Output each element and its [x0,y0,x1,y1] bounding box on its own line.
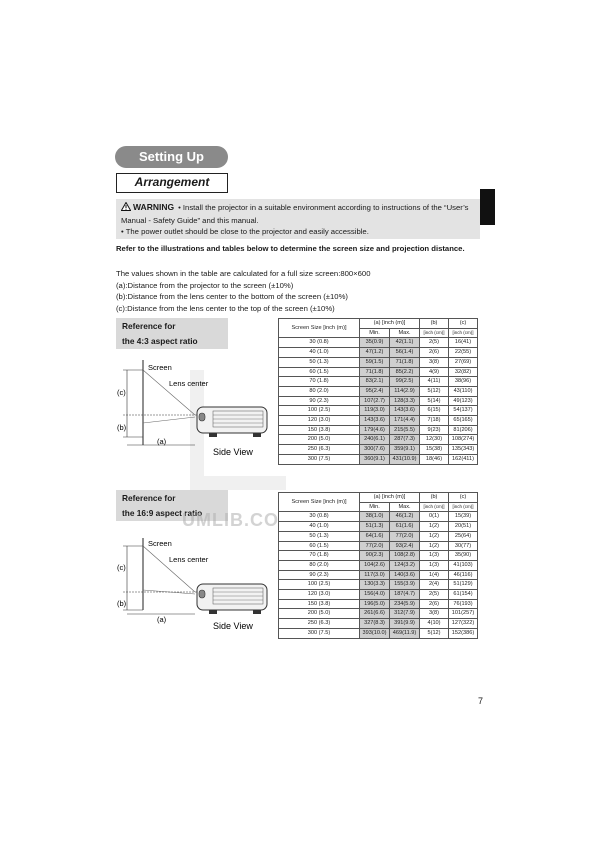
cell-b: 1(2) [420,531,449,541]
cell-screen-size: 200 (5.0) [279,435,360,445]
header-c: (c) [449,319,478,329]
cell-a-min: 393(10.0) [360,628,390,638]
cell-a-min: 156(4.0) [360,590,390,600]
table-row [279,628,478,638]
cell-a-max: 71(1.8) [390,357,420,367]
cell-b: 18(46) [420,454,449,464]
cell-screen-size: 120 (3.0) [279,590,360,600]
side-view-label: Side View [213,447,253,457]
cell-b: 2(6) [420,599,449,609]
cell-screen-size: 30 (0.8) [279,512,360,522]
table-row [279,454,478,464]
table-row [279,416,478,426]
cell-c: 15(39) [449,512,478,522]
watermark-text: UMLIB.CO [182,510,279,530]
cell-b: 4(9) [420,367,449,377]
header-b: (b) [420,493,449,503]
distance-table-16-9 [278,492,478,639]
side-view-diagram-4-3 [113,355,275,465]
table-row [279,425,478,435]
side-view-label: Side View [213,621,253,631]
cell-c: 35(90) [449,551,478,561]
cell-b: 4(11) [420,377,449,387]
screen-label: Screen [148,539,172,548]
cell-b: 1(4) [420,570,449,580]
cell-a-min: 179(4.6) [360,425,390,435]
cell-c: 32(82) [449,367,478,377]
cell-a-min: 104(2.6) [360,560,390,570]
cell-b: 1(2) [420,522,449,532]
cell-a-min: 95(2.4) [360,386,390,396]
cell-c: 30(77) [449,541,478,551]
cell-a-max: 42(1.1) [390,338,420,348]
cell-a-min: 51(1.3) [360,522,390,532]
label-a: (a) [157,437,167,446]
cell-b: 0(1) [420,512,449,522]
cell-screen-size: 300 (7.5) [279,454,360,464]
table-row [279,386,478,396]
table-row [279,551,478,561]
table-row [279,435,478,445]
cell-screen-size: 100 (2.5) [279,580,360,590]
cell-b: 9(23) [420,425,449,435]
cell-c: 127(322) [449,619,478,629]
warning-text [121,202,477,238]
lens-center-label: Lens center [169,379,209,388]
cell-a-min: 240(6.1) [360,435,390,445]
cell-a-max: 431(10.9) [390,454,420,464]
table-row [279,357,478,367]
cell-a-min: 35(0.9) [360,338,390,348]
cell-a-min: 360(9.1) [360,454,390,464]
cell-a-max: 93(2.4) [390,541,420,551]
cell-a-max: 215(5.5) [390,425,420,435]
cell-a-min: 64(1.6) [360,531,390,541]
cell-a-max: 469(11.9) [390,628,420,638]
header-c-unit: [inch (cm)] [449,328,478,338]
table-row [279,619,478,629]
cell-a-min: 47(1.2) [360,348,390,358]
cell-a-max: 234(5.9) [390,599,420,609]
table-row [279,396,478,406]
header-screen-size: Screen Size [inch (m)] [279,319,360,338]
cell-a-min: 143(3.6) [360,416,390,426]
cell-screen-size: 40 (1.0) [279,348,360,358]
cell-a-max: 312(7.9) [390,609,420,619]
cell-a-max: 171(4.4) [390,416,420,426]
cell-a-min: 83(2.1) [360,377,390,387]
cell-a-max: 77(2.0) [390,531,420,541]
table-row [279,348,478,358]
cell-a-max: 359(9.1) [390,445,420,455]
cell-screen-size: 250 (6.3) [279,445,360,455]
cell-c: 20(51) [449,522,478,532]
table-row [279,377,478,387]
cell-c: 46(116) [449,570,478,580]
cell-c: 38(96) [449,377,478,387]
table-row [279,367,478,377]
cell-b: 1(3) [420,560,449,570]
cell-a-min: 71(1.8) [360,367,390,377]
cell-b: 2(6) [420,348,449,358]
table-row [279,560,478,570]
header-c: (c) [449,493,478,503]
table-row [279,609,478,619]
cell-c: 25(64) [449,531,478,541]
reference-line-2: the 16:9 aspect ratio [122,508,203,518]
header-max: Max. [390,328,420,338]
cell-screen-size: 60 (1.5) [279,367,360,377]
page-number: 7 [478,696,484,706]
cell-c: 27(69) [449,357,478,367]
warning-line-2: • The power outlet should be close to the projector and easily accessible. [121,227,369,236]
section-title: Setting Up [115,146,228,168]
subsection-title: Arrangement [116,173,228,193]
label-b: (b) [117,599,127,608]
cell-a-min: 107(2.7) [360,396,390,406]
cell-b: 5(14) [420,396,449,406]
table-row [279,580,478,590]
header-a: (a) [inch (m)] [360,319,420,329]
cell-c: 162(411) [449,454,478,464]
cell-screen-size: 90 (2.3) [279,396,360,406]
distance-table-4-3 [278,318,478,465]
header-min: Min. [360,328,390,338]
lens-center-label: Lens center [169,555,209,564]
cell-a-max: 114(2.9) [390,386,420,396]
label-b: (b) [117,423,127,432]
cell-a-min: 196(5.0) [360,599,390,609]
cell-a-max: 124(3.2) [390,560,420,570]
cell-b: 2(5) [420,590,449,600]
cell-a-min: 59(1.5) [360,357,390,367]
warning-label: WARNING [133,202,175,212]
side-view-diagram-16-9 [113,530,275,638]
cell-b: 3(8) [420,609,449,619]
label-a: (a) [157,615,167,624]
table-row [279,512,478,522]
reference-line-1: Reference for [122,321,176,331]
cell-screen-size: 70 (1.8) [279,551,360,561]
cell-a-max: 99(2.5) [390,377,420,387]
cell-b: 4(10) [420,619,449,629]
header-min: Min. [360,502,390,512]
cell-screen-size: 80 (2.0) [279,386,360,396]
cell-a-max: 108(2.8) [390,551,420,561]
cell-a-min: 327(8.3) [360,619,390,629]
cell-screen-size: 50 (1.3) [279,357,360,367]
label-c: (c) [117,563,126,572]
table-row [279,445,478,455]
projector-illustration [197,584,267,614]
cell-c: 54(137) [449,406,478,416]
table-row [279,590,478,600]
cell-a-max: 140(3.6) [390,570,420,580]
cell-a-max: 155(3.9) [390,580,420,590]
cell-c: 101(257) [449,609,478,619]
cell-b: 7(18) [420,416,449,426]
cell-a-max: 61(1.6) [390,522,420,532]
warning-triangle-icon [121,202,131,215]
cell-c: 51(129) [449,580,478,590]
cell-c: 135(343) [449,445,478,455]
cell-screen-size: 80 (2.0) [279,560,360,570]
cell-screen-size: 60 (1.5) [279,541,360,551]
table-row [279,599,478,609]
cell-screen-size: 40 (1.0) [279,522,360,532]
header-c-unit: [inch (cm)] [449,502,478,512]
header-a: (a) [inch (m)] [360,493,420,503]
cell-a-max: 85(2.2) [390,367,420,377]
cell-a-min: 130(3.3) [360,580,390,590]
cell-b: 1(2) [420,541,449,551]
intro-bold: Refer to the illustrations and tables below to determine the screen size and projection distance. [116,244,465,253]
cell-screen-size: 50 (1.3) [279,531,360,541]
header-b-unit: [inch (cm)] [420,502,449,512]
header-screen-size: Screen Size [inch (m)] [279,493,360,512]
label-c: (c) [117,388,126,397]
cell-c: 108(274) [449,435,478,445]
cell-a-max: 287(7.3) [390,435,420,445]
cell-a-max: 56(1.4) [390,348,420,358]
cell-c: 61(154) [449,590,478,600]
chapter-tab [480,189,495,225]
table-row [279,406,478,416]
cell-screen-size: 300 (7.5) [279,628,360,638]
cell-c: 81(206) [449,425,478,435]
cell-screen-size: 120 (3.0) [279,416,360,426]
reference-label-4-3 [122,319,198,349]
header-b: (b) [420,319,449,329]
table-row [279,570,478,580]
screen-label: Screen [148,363,172,372]
cell-b: 1(3) [420,551,449,561]
cell-b: 15(38) [420,445,449,455]
cell-c: 152(386) [449,628,478,638]
reference-line-1: Reference for [122,493,176,503]
table-row [279,531,478,541]
cell-c: 43(110) [449,386,478,396]
cell-a-min: 38(1.0) [360,512,390,522]
cell-b: 6(15) [420,406,449,416]
cell-a-max: 187(4.7) [390,590,420,600]
cell-a-max: 143(3.6) [390,406,420,416]
cell-c: 41(103) [449,560,478,570]
header-b-unit: [inch (cm)] [420,328,449,338]
cell-screen-size: 100 (2.5) [279,406,360,416]
cell-screen-size: 150 (3.8) [279,599,360,609]
cell-screen-size: 250 (6.3) [279,619,360,629]
cell-a-max: 128(3.3) [390,396,420,406]
intro-line-2: (a):Distance from the projector to the screen (±10%) [116,280,294,290]
intro-line-3: (b):Distance from the lens center to the bottom of the screen (±10%) [116,292,348,301]
cell-a-min: 119(3.0) [360,406,390,416]
table-row [279,541,478,551]
cell-a-min: 117(3.0) [360,570,390,580]
cell-screen-size: 200 (5.0) [279,609,360,619]
cell-screen-size: 30 (0.8) [279,338,360,348]
cell-b: 5(12) [420,386,449,396]
cell-c: 16(41) [449,338,478,348]
cell-b: 3(8) [420,357,449,367]
intro-notes [116,268,480,314]
cell-b: 12(30) [420,435,449,445]
intro-line-1: The values shown in the table are calculated for a full size screen:800×600 [116,269,371,278]
cell-a-min: 77(2.0) [360,541,390,551]
cell-c: 65(165) [449,416,478,426]
projector-illustration [197,407,267,437]
cell-b: 5(12) [420,628,449,638]
cell-a-min: 261(6.6) [360,609,390,619]
warning-line-1: • Install the projector in a suitable environment according to instructions of the “User’s Manual - Safety Guide” and this manual. [121,203,469,225]
cell-a-min: 90(2.3) [360,551,390,561]
table-row [279,522,478,532]
cell-a-max: 46(1.2) [390,512,420,522]
cell-b: 2(4) [420,580,449,590]
cell-screen-size: 70 (1.8) [279,377,360,387]
cell-a-min: 300(7.6) [360,445,390,455]
reference-line-2: the 4:3 aspect ratio [122,336,198,346]
cell-c: 22(55) [449,348,478,358]
header-max: Max. [390,502,420,512]
cell-b: 2(5) [420,338,449,348]
cell-c: 76(193) [449,599,478,609]
cell-a-max: 391(9.9) [390,619,420,629]
table-row [279,338,478,348]
cell-screen-size: 90 (2.3) [279,570,360,580]
cell-screen-size: 150 (3.8) [279,425,360,435]
cell-c: 49(123) [449,396,478,406]
intro-line-4: (c):Distance from the lens center to the top of the screen (±10%) [116,303,335,313]
